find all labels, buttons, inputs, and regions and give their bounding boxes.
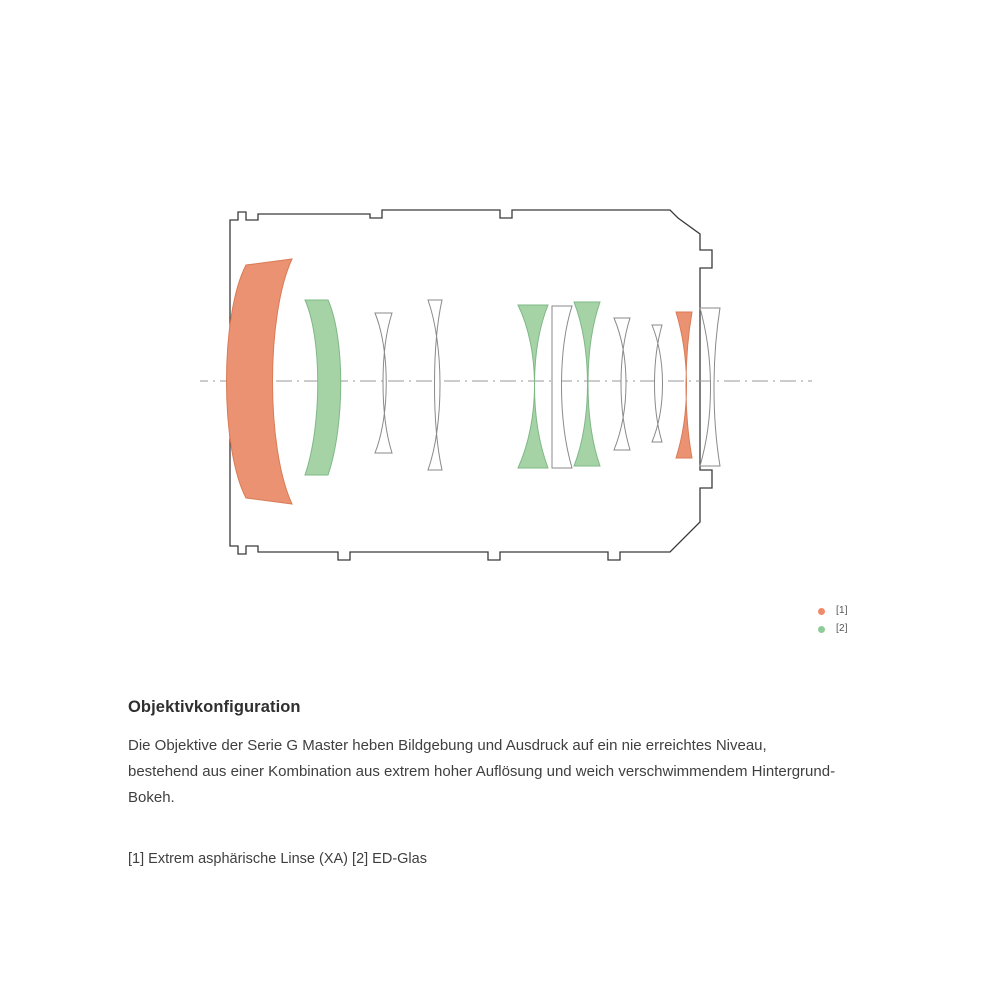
- section-paragraph: Die Objektive der Serie G Master heben Bildgebung und Ausdruck auf ein nie erreichtes Niveau, bestehend aus einer Kombination aus extrem hoher Auflösung und weich verschwimmendem Hintergrund-Bokeh.: [128, 737, 836, 806]
- lens-barrel-outline: [230, 210, 712, 560]
- lens-element-11: [700, 308, 720, 466]
- legend-label-2: [2]: [836, 623, 848, 634]
- legend-item-1: [818, 602, 938, 620]
- legend-dot-green-icon: [818, 626, 825, 633]
- section-footnote: [1] Extrem asphärische Linse (XA) [2] ED-Glas: [128, 851, 427, 868]
- lens-cross-section-diagram: [200, 170, 820, 630]
- lens-diagram-svg: [200, 170, 820, 630]
- legend-item-2: [818, 620, 938, 638]
- legend-label-1: [1]: [836, 605, 848, 616]
- legend-dot-orange-icon: [818, 608, 825, 615]
- legend: [818, 602, 938, 638]
- description-block: [128, 698, 858, 872]
- section-heading: Objektivkonfiguration: [128, 698, 301, 716]
